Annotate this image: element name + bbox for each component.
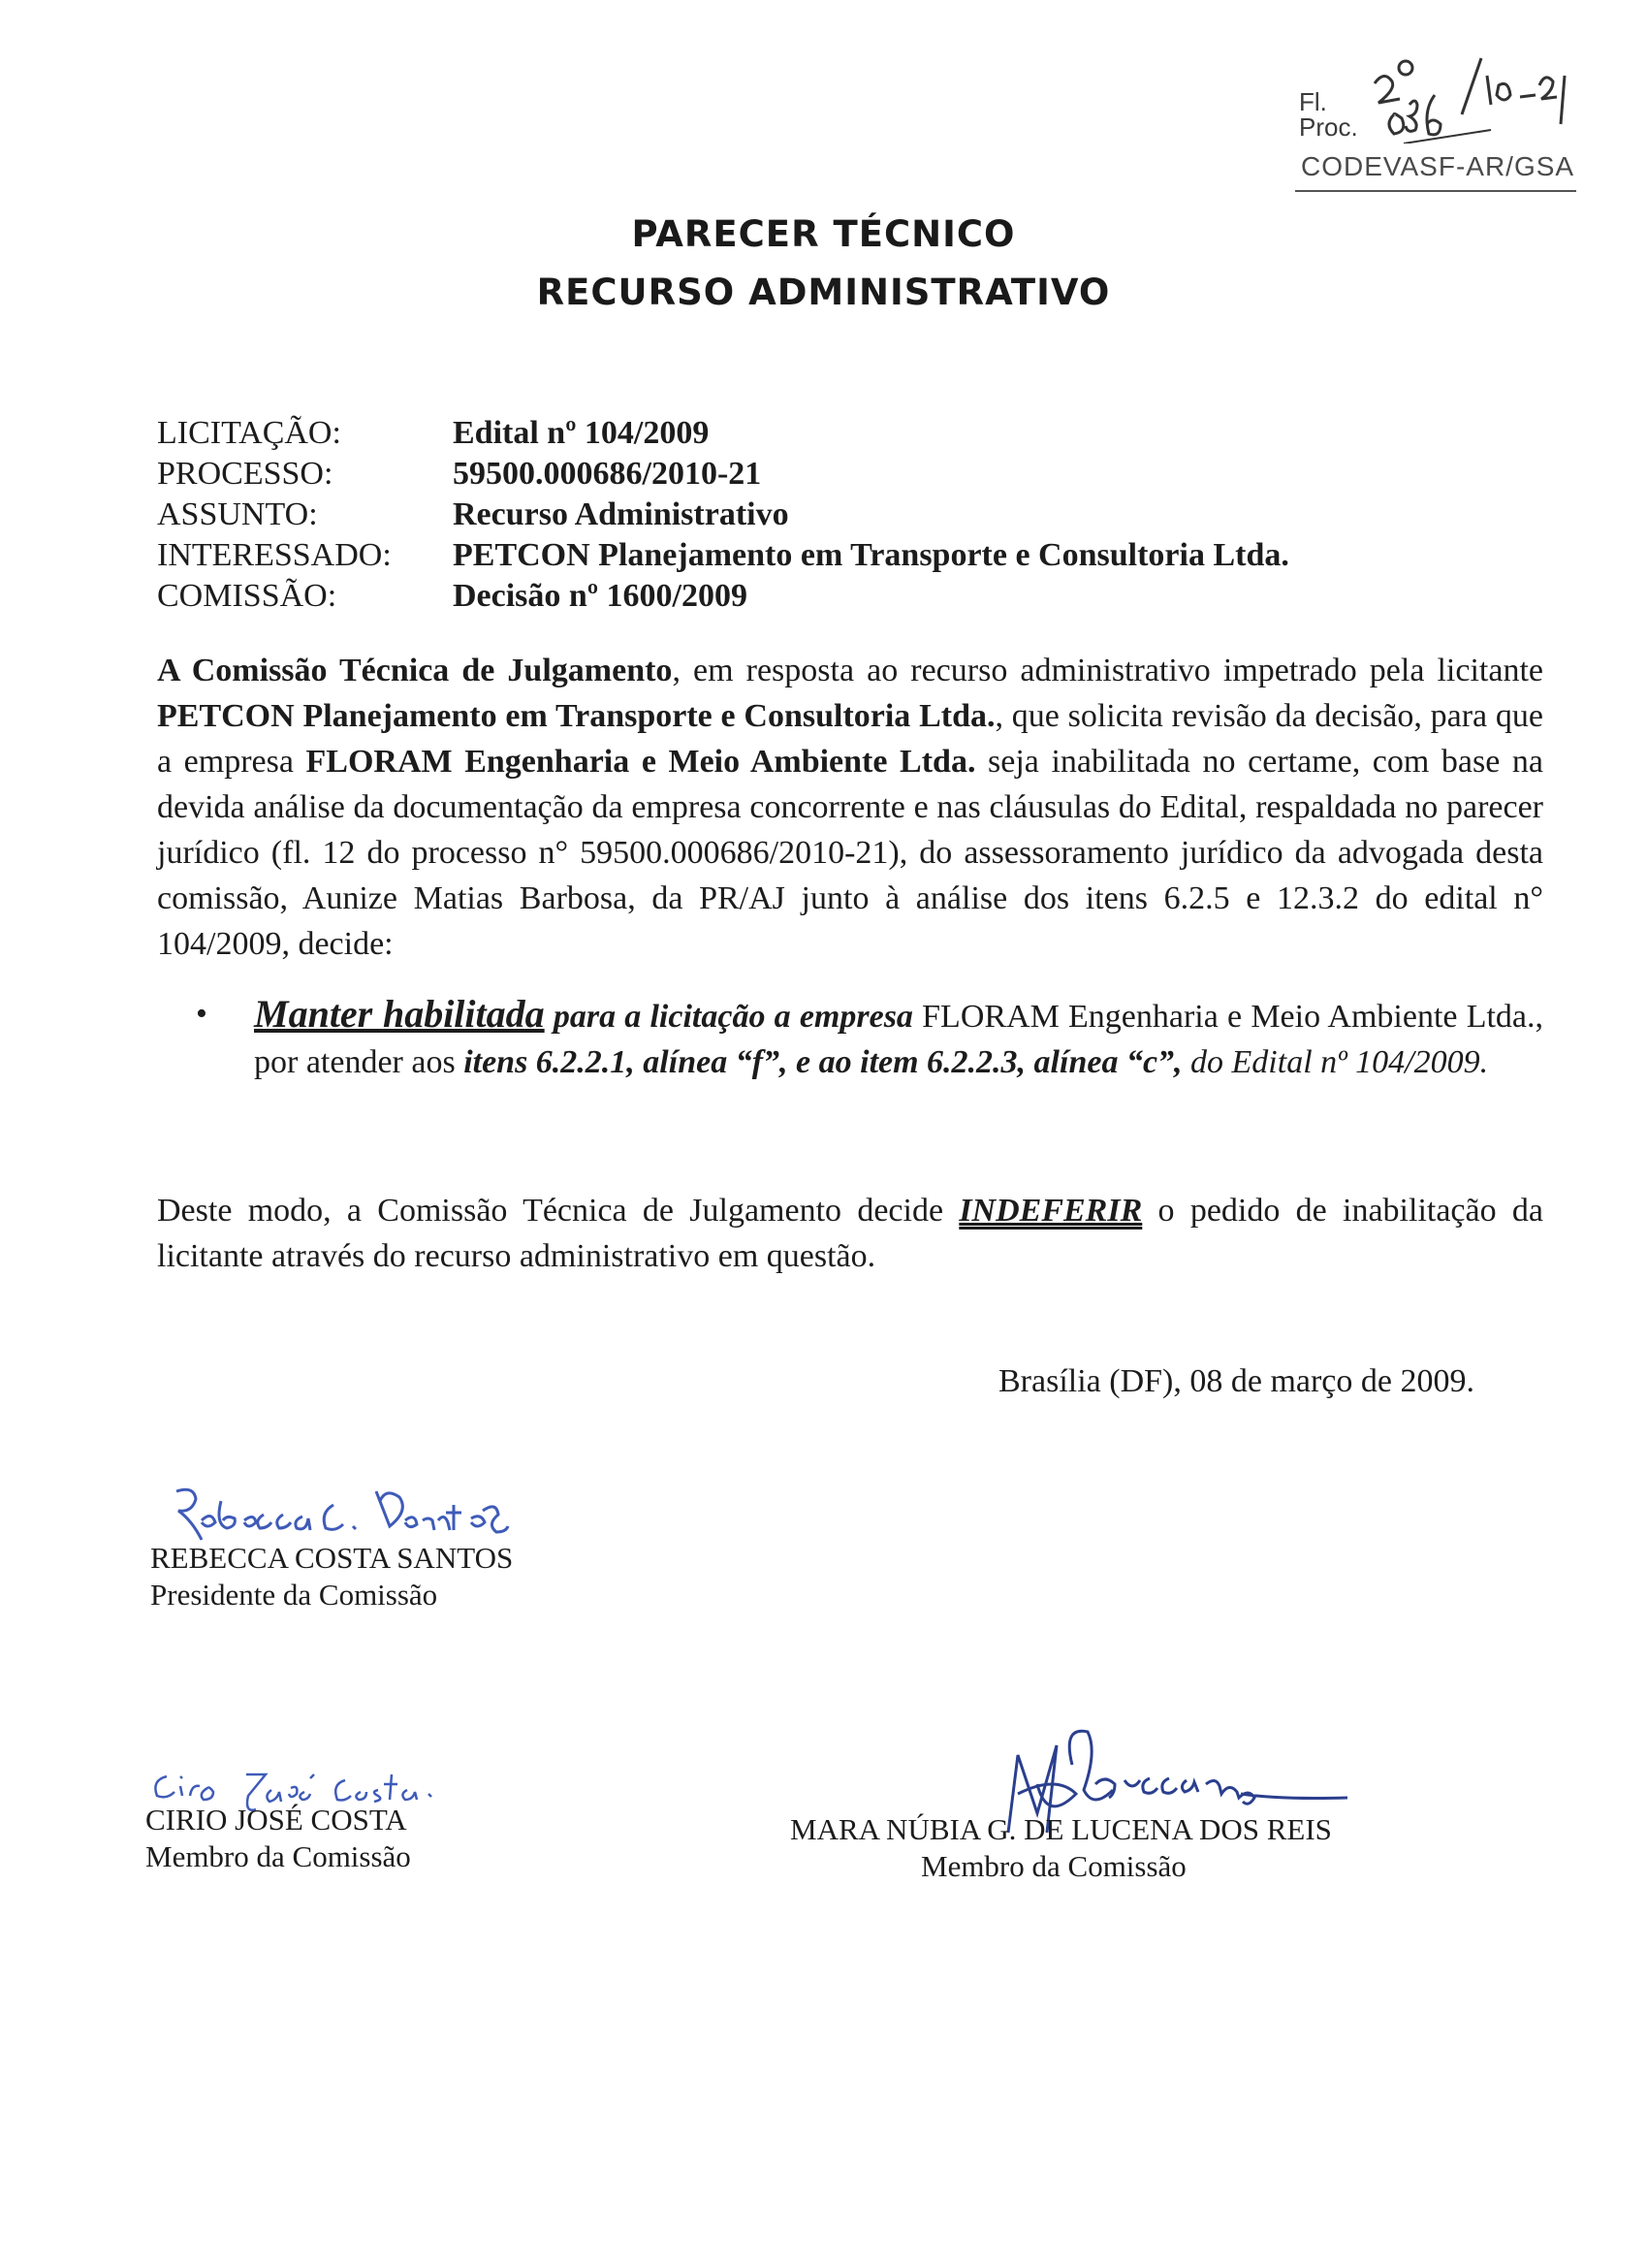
info-label: INTERESSADO:	[157, 537, 392, 573]
document-title: PARECER TÉCNICO	[631, 213, 1016, 255]
signer-role: Presidente da Comissão	[150, 1578, 438, 1612]
stamp-divider	[1295, 190, 1576, 192]
info-label: COMISSÃO:	[157, 578, 337, 614]
stamp-organization: CODEVASF-AR/GSA	[1301, 151, 1575, 181]
bullet-items-reference: itens 6.2.2.1, alínea “f”, e ao item 6.2.2.3, alínea “c”,	[463, 1044, 1183, 1080]
signer-name: MARA NÚBIA G. DE LUCENA DOS REIS	[790, 1812, 1332, 1846]
bullet-text: FLORAM Engenharia e Meio Ambiente Ltda., por atender aos	[254, 999, 1543, 1080]
decision-bullet	[196, 991, 1543, 1085]
info-value: Recurso Administrativo	[453, 496, 789, 532]
decision-paragraph	[157, 648, 1543, 967]
respondent-company: FLORAM Engenharia e Meio Ambiente Ltda.	[305, 744, 976, 780]
info-value: Edital nº 104/2009	[453, 415, 710, 451]
document-subtitle: RECURSO ADMINISTRATIVO	[536, 272, 1111, 313]
signer-role: Membro da Comissão	[145, 1839, 411, 1873]
signer-role: Membro da Comissão	[921, 1849, 1187, 1883]
stamp-fl-label: Fl.	[1299, 87, 1327, 116]
appellant-company: PETCON Planejamento em Transporte e Consultoria Ltda.	[157, 698, 996, 734]
stamp-proc-label: Proc.	[1299, 112, 1358, 142]
protocol-stamp	[1287, 47, 1578, 202]
info-value: PETCON Planejamento em Transporte e Consultoria Ltda.	[453, 537, 1289, 573]
paragraph-text: , em resposta ao recurso administrativo impetrado pela licitante	[672, 653, 1543, 688]
decision-word: INDEFERIR	[959, 1193, 1143, 1229]
signer-name: CIRIO JOSÉ COSTA	[145, 1803, 407, 1837]
bullet-text: para a licitação a empresa	[544, 999, 923, 1035]
commission-name: A Comissão Técnica de Julgamento	[157, 653, 673, 688]
signature-block-member-2	[790, 1811, 1332, 1885]
conclusion-paragraph	[157, 1188, 1543, 1279]
bullet-marker: •	[196, 996, 207, 1032]
decision-emphasis: Manter habilitada	[254, 992, 545, 1036]
paragraph-text: o pedido de inabilitação da licitante através do recurso administrativo em questão.	[157, 1193, 1543, 1274]
signature-block-member-1	[145, 1802, 411, 1875]
info-value: Decisão nº 1600/2009	[453, 578, 747, 614]
info-value: 59500.000686/2010-21	[453, 456, 762, 492]
paragraph-text: seja inabilitada no certame, com base na devida análise da documentação da empresa concorrente e nas cláusulas do Edital, respaldada no parecer jurídico (fl. 12 do processo n° 59500.000686/2010-21), do assessoramento jurídico da advogada desta comissão, Aunize Matias Barbosa, da PR/AJ junto à análise dos itens 6.2.5 e 12.3.2 do edital n° 104/2009, decide:	[157, 744, 1543, 962]
signer-name: REBECCA COSTA SANTOS	[150, 1541, 514, 1575]
bullet-text: do Edital nº 104/2009.	[1182, 1044, 1489, 1080]
info-label: ASSUNTO:	[157, 496, 318, 532]
paragraph-text: , que solicita revisão da decisão, para que a empresa	[157, 698, 1543, 780]
signature-block-president	[150, 1540, 513, 1613]
place-date: Brasília (DF), 08 de março de 2009.	[998, 1363, 1474, 1399]
paragraph-text: Deste modo, a Comissão Técnica de Julgamento decide	[157, 1193, 960, 1229]
handwritten-page-number	[1346, 47, 1578, 144]
info-label: LICITAÇÃO:	[157, 415, 341, 451]
info-label: PROCESSO:	[157, 456, 333, 492]
